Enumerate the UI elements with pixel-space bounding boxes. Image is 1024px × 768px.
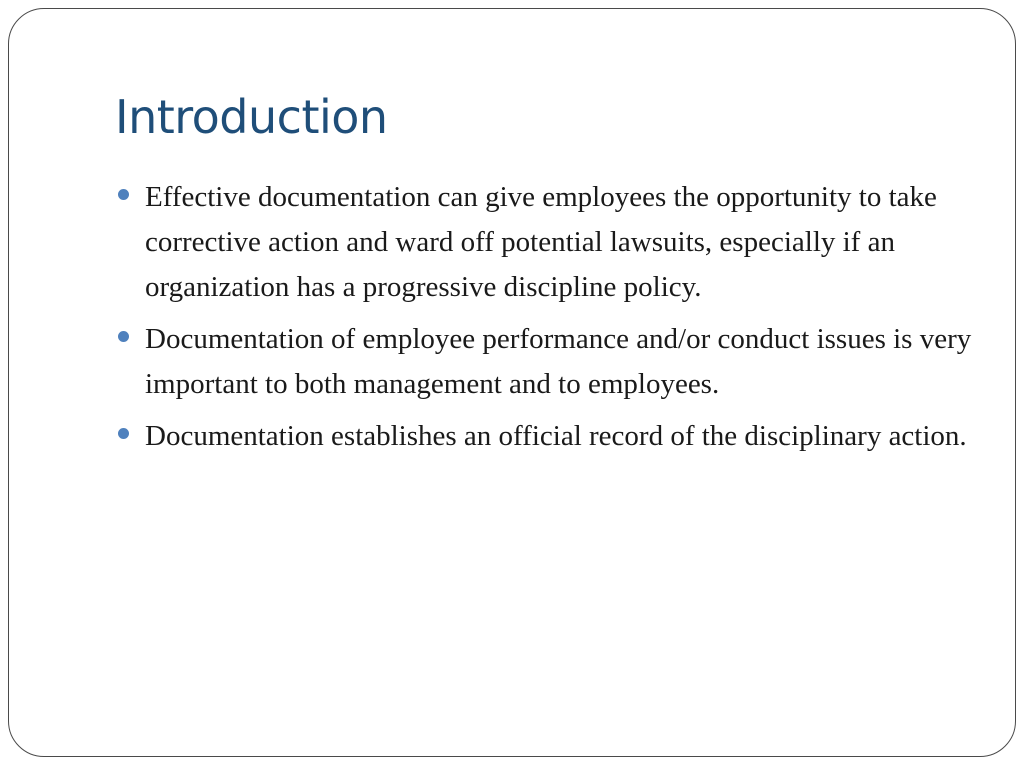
slide-title: Introduction bbox=[115, 90, 388, 144]
bullet-text: Effective documentation can give employees the opportunity to take corrective action and ward off potential lawsuits, especially if an organization has a progressive discipline policy. bbox=[145, 181, 937, 303]
bullet-text: Documentation establishes an official record of the disciplinary action. bbox=[145, 420, 967, 452]
bullet-dot-icon bbox=[118, 331, 129, 342]
bullet-list bbox=[115, 175, 975, 466]
slide-frame bbox=[8, 8, 1016, 757]
bullet-dot-icon bbox=[118, 189, 129, 200]
bullet-item bbox=[115, 317, 975, 407]
bullet-dot-icon bbox=[118, 428, 129, 439]
bullet-item bbox=[115, 414, 975, 459]
bullet-item bbox=[115, 175, 975, 310]
bullet-text: Documentation of employee performance and/or conduct issues is very important to both management and to employees. bbox=[145, 323, 972, 400]
